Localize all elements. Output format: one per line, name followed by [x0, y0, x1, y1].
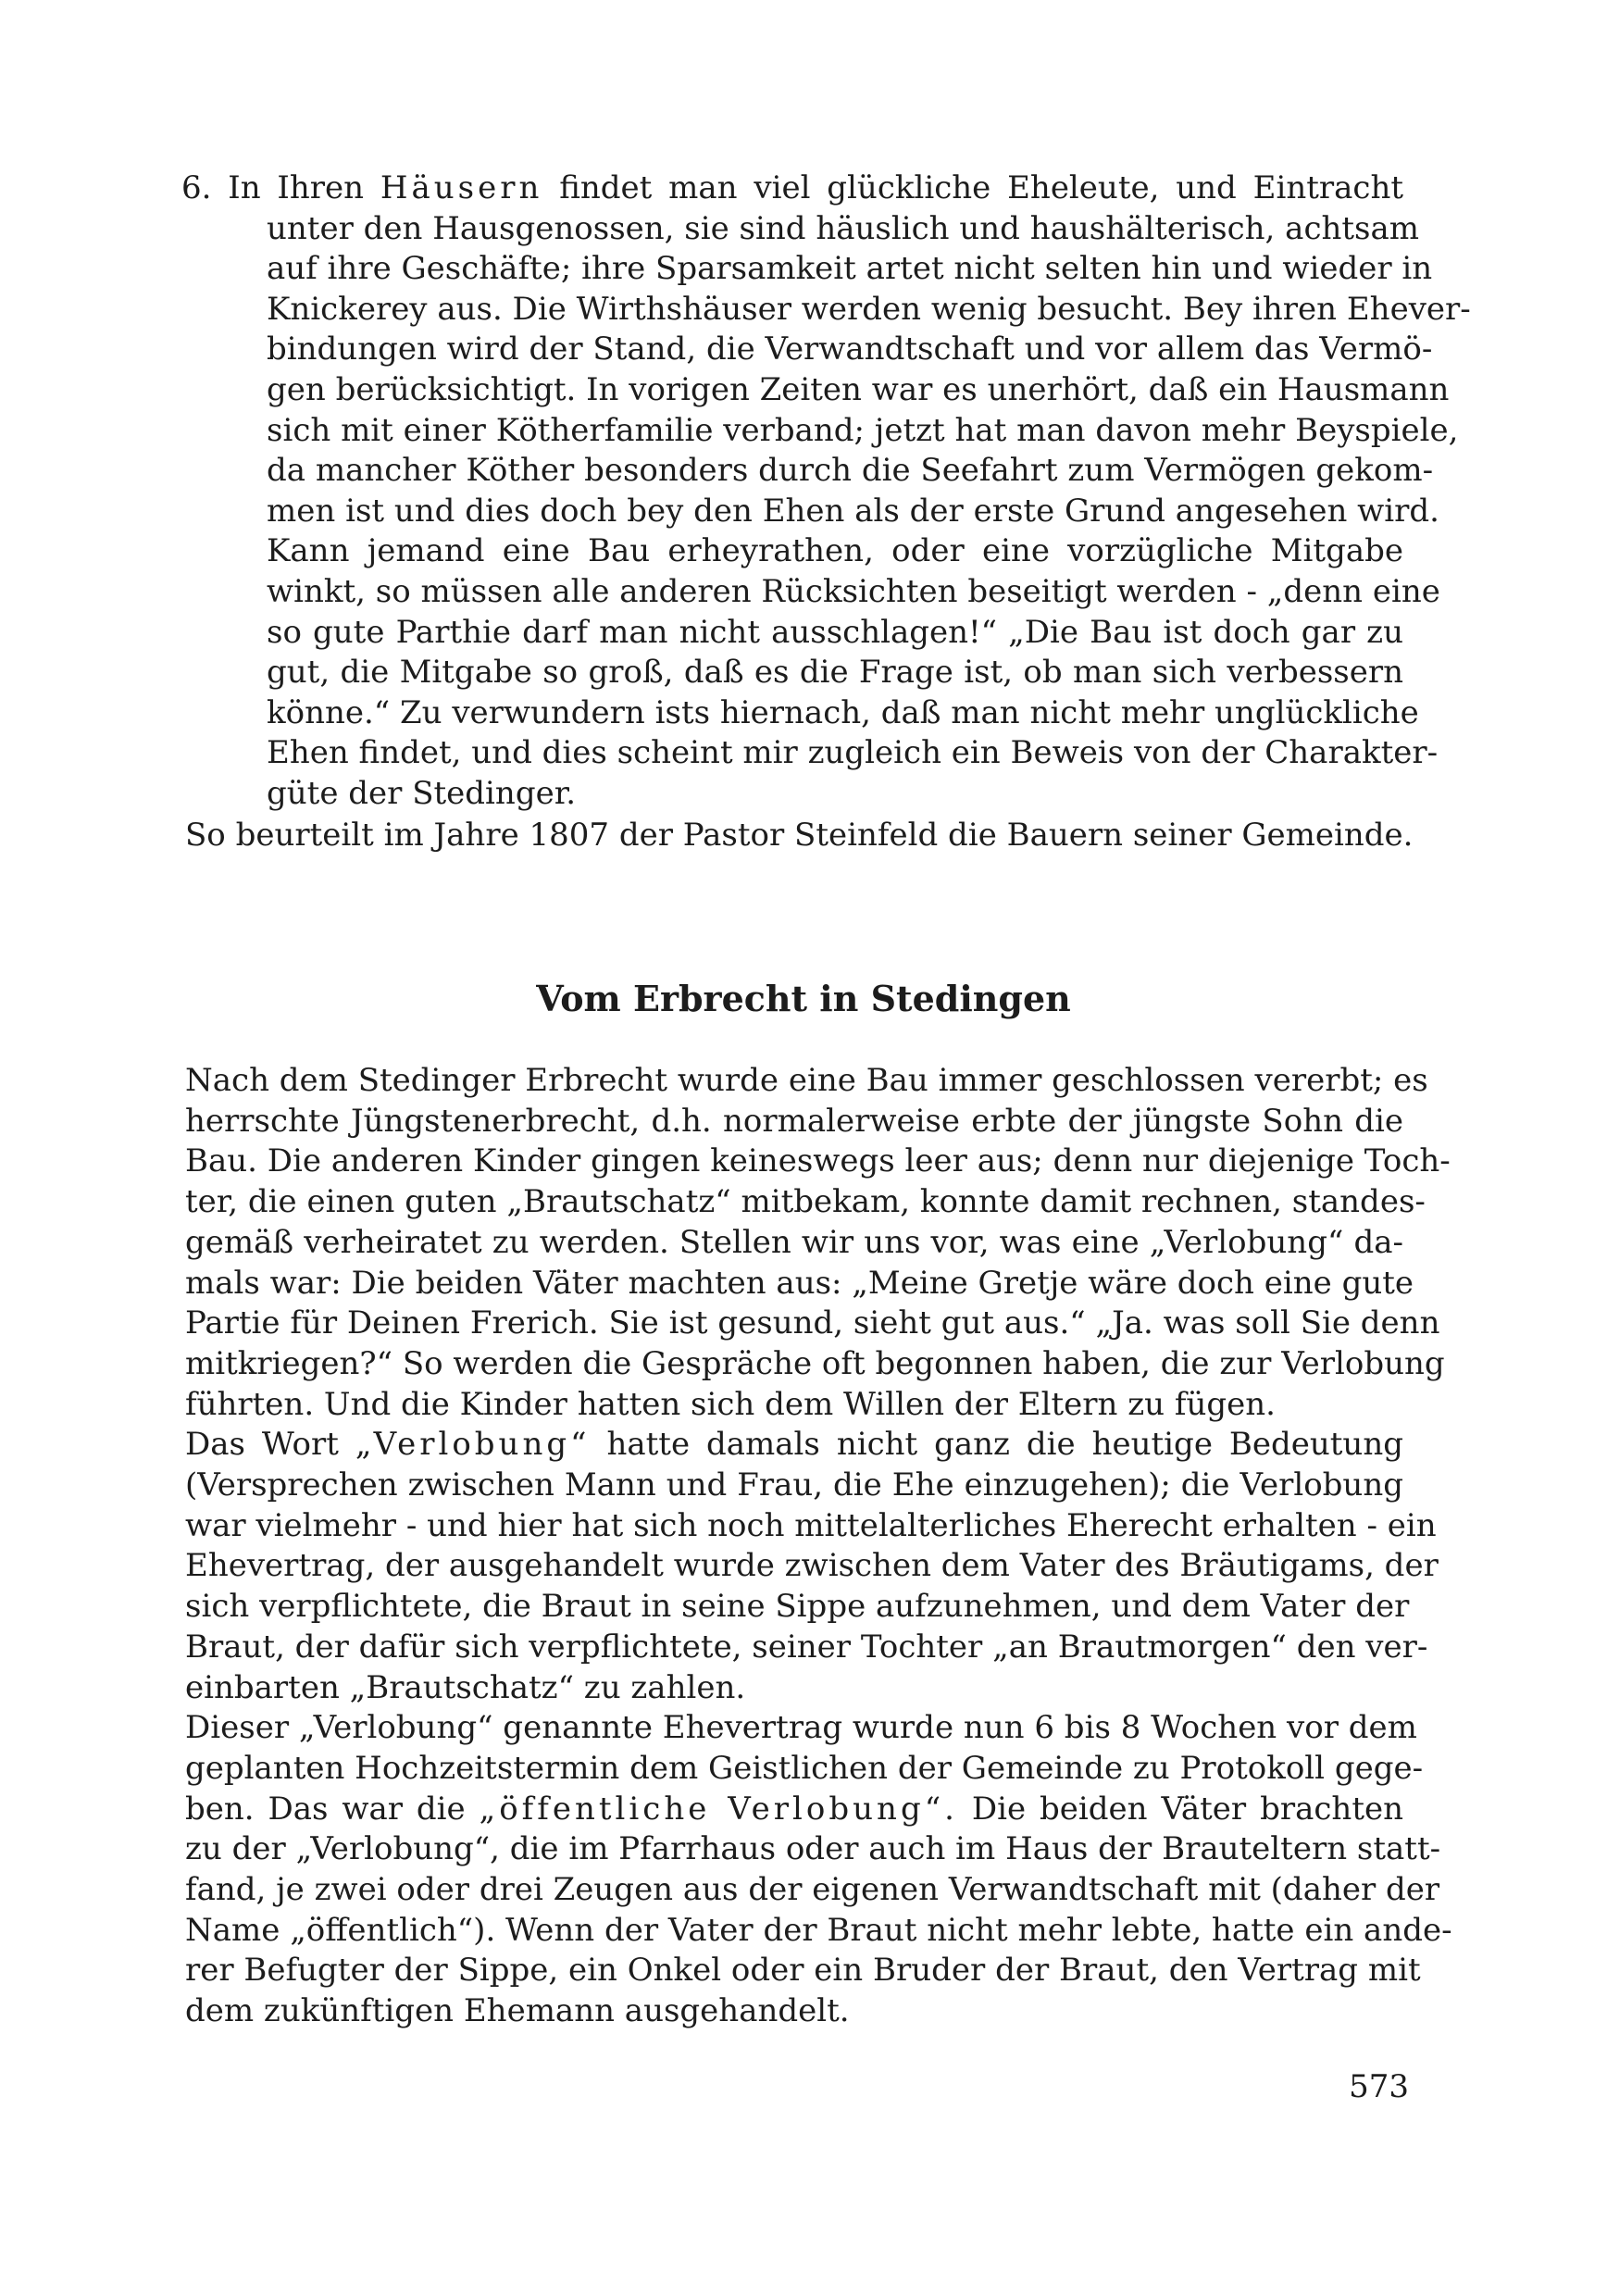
- text-line: war vielmehr - und hier hat sich noch mittelalterliches Eherecht erhalten - ein: [185, 1506, 1437, 1544]
- text-line: rer Befugter der Sippe, ein Onkel oder ein Bruder der Braut, den Vertrag mit: [185, 1952, 1421, 1990]
- text-line: Partie für Deinen Frerich. Sie ist gesund, sieht gut aus.“ „Ja. was soll Sie denn: [185, 1304, 1440, 1342]
- text-line: könne.“ Zu verwundern ists hiernach, daß man nicht mehr unglückliche: [267, 693, 1419, 731]
- text-line: ben. Das war die „öffentliche Verlobung“. Die beiden Väter brachten: [185, 1790, 1404, 1828]
- text-line: Braut, der dafür sich verpflichtete, seiner Tochter „an Brautmorgen“ den ver-: [185, 1628, 1428, 1666]
- page-number: 573: [1349, 2068, 1409, 2105]
- text-line: führten. Und die Kinder hatten sich dem Willen der Eltern zu fügen.: [185, 1385, 1276, 1423]
- text-line: Kann jemand eine Bau erheyrathen, oder eine vorzügliche Mitgabe: [267, 532, 1403, 570]
- text-line: gen berücksichtigt. In vorigen Zeiten war es unerhört, daß ein Hausmann: [267, 370, 1450, 408]
- quote-paragraph: [181, 168, 1471, 815]
- text-line: Dieser „Verlobung“ genannte Ehevertrag wurde nun 6 bis 8 Wochen vor dem: [185, 1709, 1417, 1747]
- text-line: 6. In Ihren Häusern findet man viel glückliche Eheleute, und Eintracht: [181, 169, 1404, 206]
- text-line: (Versprechen zwischen Mann und Frau, die Ehe einzugehen); die Verlobung: [185, 1466, 1403, 1504]
- text-line: gemäß verheiratet zu werden. Stellen wir uns vor, was eine „Verlobung“ da-: [185, 1223, 1403, 1261]
- text-line: Nach dem Stedinger Erbrecht wurde eine Bau immer geschlossen vererbt; es: [185, 1062, 1428, 1099]
- body-paragraphs: [185, 1061, 1452, 2032]
- text-line: einbarten „Brautschatz“ zu zahlen.: [185, 1668, 746, 1706]
- text-line: ter, die einen guten „Brautschatz“ mitbekam, konnte damit rechnen, standes-: [185, 1183, 1426, 1221]
- summary-sentence: So beurteilt im Jahre 1807 der Pastor Steinfeld die Bauern seiner Gemeinde.: [185, 817, 1414, 854]
- text-line: Name „öffentlich“). Wenn der Vater der Braut nicht mehr lebte, hatte ein ande-: [185, 1911, 1452, 1949]
- text-line: mals war: Die beiden Väter machten aus: „Meine Gretje wäre doch eine gute: [185, 1264, 1414, 1302]
- text-line: güte der Stedinger.: [267, 774, 577, 812]
- text-line: herrschte Jüngstenerbrecht, d.h. normalerweise erbte der jüngste Sohn die: [185, 1102, 1403, 1140]
- text-line: Ehevertrag, der ausgehandelt wurde zwischen dem Vater des Bräutigams, der: [185, 1547, 1439, 1585]
- text-line: gut, die Mitgabe so groß, daß es die Frage ist, ob man sich verbessern: [267, 654, 1403, 692]
- text-line: mitkriegen?“ So werden die Gespräche oft begonnen haben, die zur Verlobung: [185, 1344, 1445, 1382]
- text-line: Das Wort „Verlobung“ hatte damals nicht ganz die heutige Bedeutung: [185, 1426, 1403, 1464]
- text-line: sich mit einer Kötherfamilie verband; jetzt hat man davon mehr Beyspiele,: [267, 411, 1459, 449]
- spaced-emphasis: „Verlobung“: [355, 1426, 591, 1464]
- text-line: dem zukünftigen Ehemann ausgehandelt.: [185, 1992, 850, 2030]
- text-line: geplanten Hochzeitstermin dem Geistlichen der Gemeinde zu Protokoll gege-: [185, 1749, 1424, 1787]
- text-line: bindungen wird der Stand, die Verwandtschaft und vor allem das Vermö-: [267, 331, 1433, 368]
- text-line: Ehen findet, und dies scheint mir zugleich ein Beweis von der Charakter-: [267, 734, 1439, 772]
- text-line: sich verpflichtete, die Braut in seine Sippe aufzunehmen, und dem Vater der: [185, 1588, 1410, 1626]
- section-heading: Vom Erbrecht in Stedingen: [536, 978, 1071, 1019]
- text-line: da mancher Köther besonders durch die Seefahrt zum Vermögen gekom-: [267, 452, 1434, 490]
- text-line: Bau. Die anderen Kinder gingen keineswegs leer aus; denn nur diejenige Toch-: [185, 1142, 1451, 1180]
- spaced-emphasis: „öffentliche Verlobung“.: [479, 1790, 958, 1828]
- spaced-emphasis: Häusern: [380, 169, 543, 206]
- text-line: winkt, so müssen alle anderen Rücksichten beseitigt werden - „denn eine: [267, 572, 1440, 610]
- text-line: unter den Hausgenossen, sie sind häuslich und haushälterisch, achtsam: [267, 209, 1420, 247]
- text-line: men ist und dies doch bey den Ehen als der erste Grund angesehen wird.: [267, 492, 1439, 530]
- text-line: auf ihre Geschäfte; ihre Sparsamkeit artet nicht selten hin und wieder in: [267, 250, 1433, 288]
- text-line: Knickerey aus. Die Wirthshäuser werden wenig besucht. Bey ihren Ehever-: [267, 290, 1471, 328]
- text-line: zu der „Verlobung“, die im Pfarrhaus oder auch im Haus der Brauteltern statt-: [185, 1830, 1441, 1868]
- text-line: so gute Parthie darf man nicht ausschlagen!“ „Die Bau ist doch gar zu: [267, 613, 1403, 651]
- text-line: fand, je zwei oder drei Zeugen aus der eigenen Verwandtschaft mit (daher der: [185, 1871, 1440, 1909]
